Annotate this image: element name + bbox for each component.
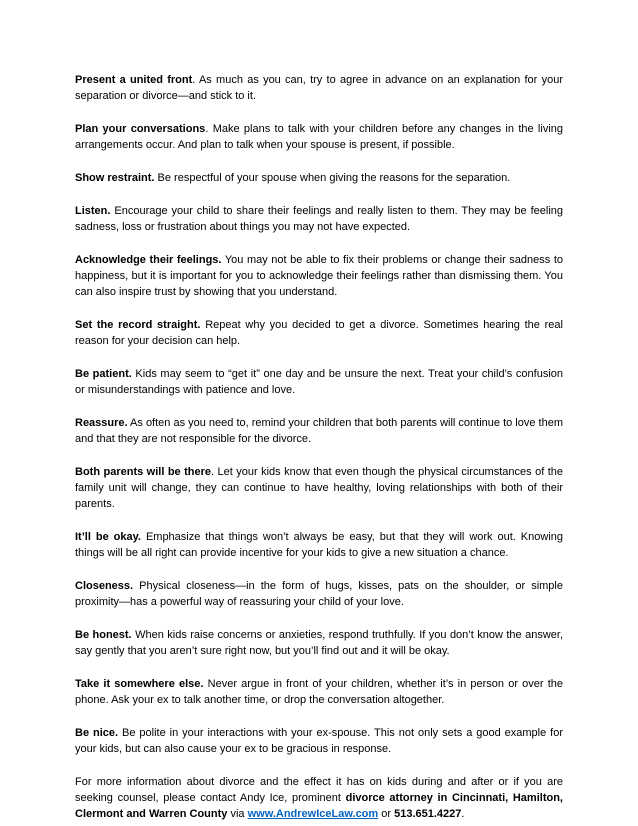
tip-paragraph <box>75 252 563 300</box>
tip-heading: Show restraint. <box>75 172 155 184</box>
tip-paragraph: Present a united front. As much as you can, try to agree in advance on an explanation for your separation or divorce—and stick to it. <box>75 74 563 102</box>
tip-heading: Present a united front <box>75 74 193 86</box>
website-link[interactable]: www.AndrewIceLaw.com <box>247 808 379 820</box>
tip-paragraph <box>75 366 563 398</box>
tip-text: As much as you can, try to agree in advance on an explanation for your separation or divorce—and stick to it. <box>75 74 563 102</box>
tip-heading: Closeness. <box>75 580 134 592</box>
tip-heading: Be nice. <box>75 727 119 739</box>
tip-paragraph <box>75 415 563 447</box>
tip-heading: Acknowledge their feelings. <box>75 254 222 266</box>
tip-paragraph <box>75 203 563 235</box>
tip-paragraph <box>75 170 563 186</box>
closing-text: For more information about divorce and the effect it has on kids during and after or if you are seeking counsel, please contact Andy Ice, prominent <box>75 776 563 804</box>
attorney-description: divorce attorney in Cincinnati, Hamilton, Clermont and Warren County <box>75 792 563 820</box>
tip-text: Physical closeness—in the form of hugs, kisses, pats on the shoulder, or simple proximity—has a powerful way of reassuring your child of your love. <box>75 580 563 608</box>
tip-paragraph: Both parents will be there. Let your kids know that even though the physical circumstances of the family unit will change, they can continue to have healthy, loving relationships with both of their parents. <box>75 466 563 510</box>
tip-heading: Be honest. <box>75 629 132 641</box>
tip-text: Be polite in your interactions with your ex-spouse. This not only sets a good example for your kids, but can also cause your ex to be gracious in response. <box>75 727 563 755</box>
tip-text: Let your kids know that even though the physical circumstances of the family unit will change, they can continue to have healthy, loving relationships with both of their parents. <box>75 466 563 510</box>
tip-heading: Listen. <box>75 205 111 217</box>
tip-heading: Set the record straight. <box>75 319 201 331</box>
tip-heading: Reassure. <box>75 417 128 429</box>
tip-heading: Take it somewhere else. <box>75 678 204 690</box>
tip-paragraph <box>75 578 563 610</box>
tip-paragraph: Plan your conversations. Make plans to talk with your children before any changes in the living arrangements occur. And plan to talk when your spouse is present, if possible. <box>75 123 564 151</box>
tip-text: Never argue in front of your children, whether it’s in person or over the phone. Ask your ex to talk another time, or drop the conversation altogether. <box>75 678 563 706</box>
tip-paragraph <box>75 627 563 659</box>
phone-number: 513.651.4227 <box>394 808 462 820</box>
tip-paragraph <box>75 725 563 757</box>
tip-paragraph <box>75 317 563 349</box>
tip-paragraph <box>75 529 563 561</box>
tip-text: As often as you need to, remind your children that both parents will continue to love them and that they are not responsible for the divorce. <box>75 417 563 445</box>
tip-text: When kids raise concerns or anxieties, respond truthfully. If you don’t know the answer, say gently that you aren’t sure right now, but you’ll find out and it will be okay. <box>75 629 564 657</box>
tip-heading: It’ll be okay. <box>75 531 141 543</box>
tip-heading: Both parents will be there <box>75 466 212 478</box>
tip-paragraph <box>75 676 563 708</box>
closing-paragraph: For more information about divorce and the effect it has on kids during and after or if you are seeking counsel, please contact Andy Ice, prominent divorce attorney in Cincinnati, Hamilton, Clermont and Warren County via www.AndrewIceLaw.com or 513.651.4227. <box>75 776 563 820</box>
tip-text: Encourage your child to share their feelings and really listen to them. They may be feeling sadness, loss or frustration about things you may not have expected. <box>75 205 563 233</box>
tip-heading: Be patient. <box>75 368 132 380</box>
tip-text: Repeat why you decided to get a divorce. Sometimes hearing the real reason for your decision can help. <box>75 319 563 347</box>
tip-text: Kids may seem to “get it” one day and be unsure the next. Treat your child’s confusion or misunderstandings with patience and love. <box>75 368 564 396</box>
tip-heading: Plan your conversations <box>75 123 206 135</box>
tip-text: Emphasize that things won’t always be easy, but that they will work out. Knowing things will be all right can provide incentive for your kids to give a new situation a chance. <box>75 531 563 559</box>
tip-text: You may not be able to fix their problems or change their sadness to happiness, but it is important for you to acknowledge their feelings rather than dismissing them. You can also inspire trust by showing that you understand. <box>75 254 563 298</box>
tip-text: Make plans to talk with your children before any changes in the living arrangements occur. And plan to talk when your spouse is present, if possible. <box>75 123 564 151</box>
tip-text: Be respectful of your spouse when giving the reasons for the separation. <box>157 172 511 184</box>
